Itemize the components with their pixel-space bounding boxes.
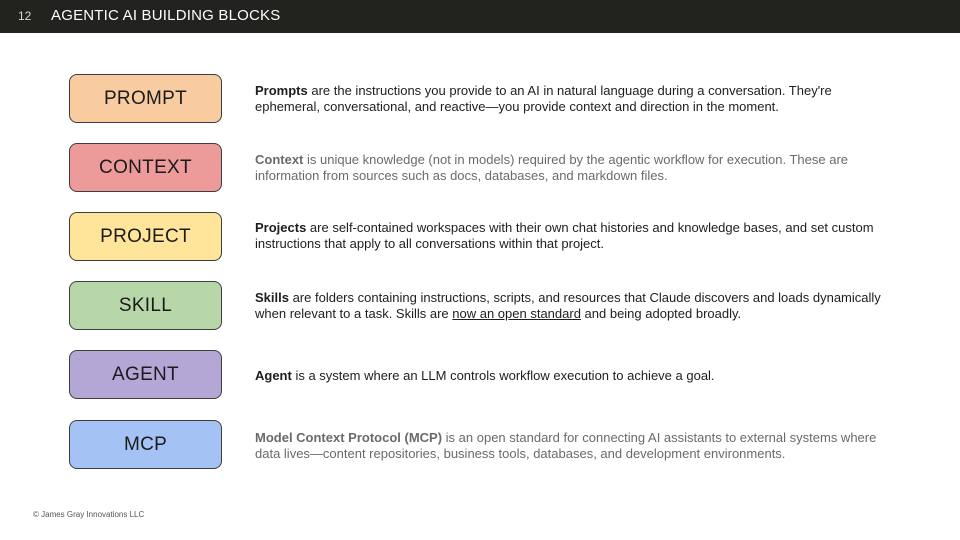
agent-term: Agent xyxy=(255,368,292,383)
skill-term: Skills xyxy=(255,290,289,305)
context-label: CONTEXT xyxy=(99,156,192,178)
slide-number: 12 xyxy=(18,9,32,23)
agent-description xyxy=(255,368,895,384)
copyright-footer: © James Gray Innovations LLC xyxy=(33,510,145,519)
header-bar xyxy=(0,0,960,33)
project-term: Projects xyxy=(255,220,307,235)
agent-text: is a system where an LLM controls workflow execution to achieve a goal. xyxy=(291,368,715,383)
skill-text-after: and being adopted broadly. xyxy=(580,306,742,321)
prompt-text: are the instructions you provide to an AI in natural language during a conversation. They're ephemeral, conversational, and reactive—you provide context and direction in the moment. xyxy=(255,83,832,114)
skill-text: are folders containing instructions, scripts, and resources that Claude discovers and loads dynamically when relevant to a task. Skills are xyxy=(255,290,881,321)
slide-title: AGENTIC AI BUILDING BLOCKS xyxy=(51,7,281,24)
context-term: Context xyxy=(255,152,304,167)
skill-label: SKILL xyxy=(118,294,173,316)
mcp-label: MCP xyxy=(123,433,168,455)
agent-block xyxy=(69,350,222,399)
mcp-block xyxy=(69,420,222,469)
prompt-block xyxy=(69,74,222,123)
context-description xyxy=(255,152,895,184)
project-description xyxy=(255,220,895,252)
project-block xyxy=(69,212,222,261)
mcp-term: Model Context Protocol (MCP) xyxy=(255,430,443,445)
mcp-description xyxy=(255,430,895,462)
prompt-description xyxy=(255,83,895,115)
mcp-text: is an open standard for connecting AI assistants to external systems where data lives—content repositories, business tools, databases, and development environments. xyxy=(255,430,877,461)
context-text: is unique knowledge (not in models) required by the agentic workflow for execution. These are information from sources such as docs, databases, and markdown files. xyxy=(255,152,849,183)
project-text: are self-contained workspaces with their own chat histories and knowledge bases, and set custom instructions that apply to all conversations within that project. xyxy=(255,220,874,251)
skill-block xyxy=(69,281,222,330)
context-block xyxy=(69,143,222,192)
prompt-term: Prompts xyxy=(255,83,308,98)
skill-description xyxy=(255,290,895,322)
open-standard-link[interactable]: now an open standard xyxy=(452,306,581,321)
agent-label: AGENT xyxy=(112,363,179,385)
project-label: PROJECT xyxy=(100,225,191,247)
prompt-label: PROMPT xyxy=(103,87,188,109)
